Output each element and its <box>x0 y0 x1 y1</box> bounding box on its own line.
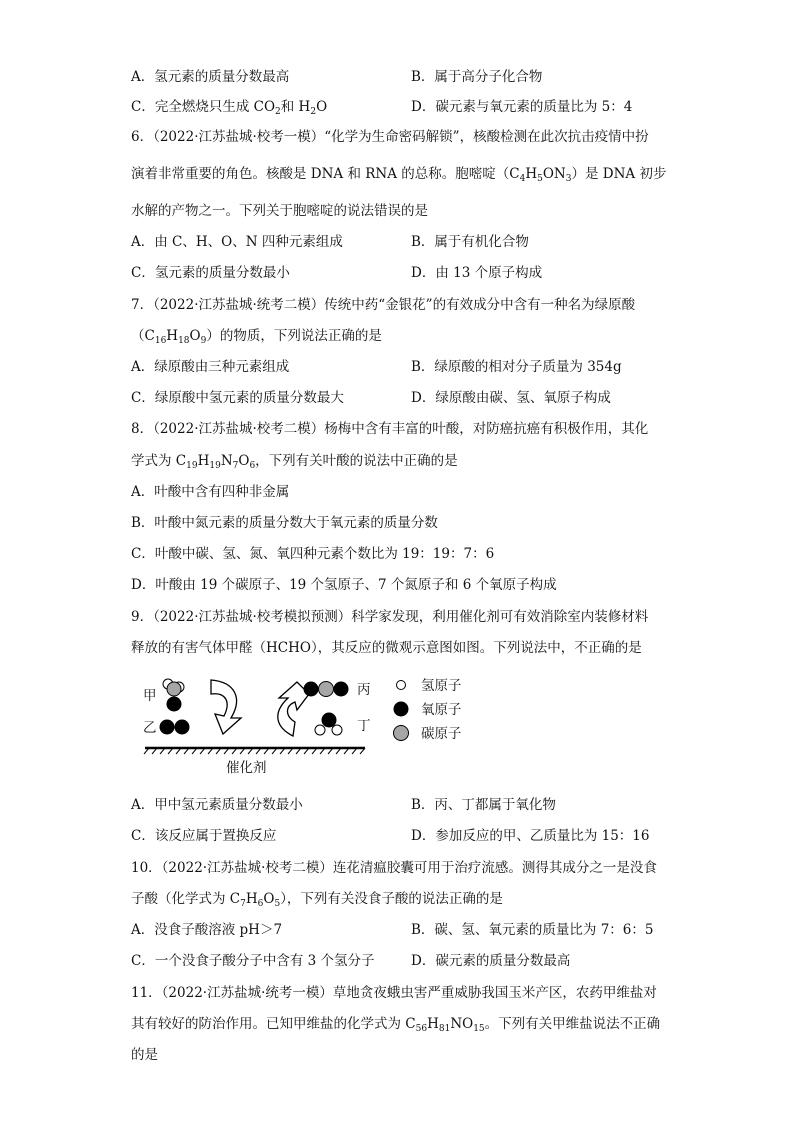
legend-hydrogen-icon <box>397 681 406 690</box>
legend-hydrogen-label: 氢原子 <box>421 678 462 694</box>
q6-stem-line2: 演着非常重要的角色。核酸是 DNA 和 RNA 的总称。胞嘧啶$(C_4H_5ON_3)$是 DNA 初步 <box>131 166 667 184</box>
label-ding: 丁 <box>357 718 371 734</box>
hydrogen-atom <box>332 725 342 735</box>
q8-option-d: D．叶酸由 19 个碳原子、19 个氢原子、7 个氮原子和 6 个氧原子构成 <box>131 577 557 593</box>
q8-stem-line2: 学式为 $C_{19}H_{19}N_7O_6$，下列有关叶酸的说法中正确的是 <box>131 453 458 471</box>
q7-option-a: A．绿原酸由三种元素组成 <box>131 359 290 375</box>
q6-option-a: A．由 C、H、O、N 四种元素组成 <box>131 234 343 250</box>
carbon-atom <box>319 682 334 697</box>
q8-option-c: C．叶酸中碳、氢、氮、氧四种元素个数比为 19：19：7：6 <box>131 546 495 562</box>
hydrogen-atom <box>315 725 325 735</box>
q10-option-d: D．碳元素的质量分数最高 <box>411 953 571 969</box>
q9-option-c: C．该反应属于置换反应 <box>131 828 277 844</box>
q9-option-b: B．丙、丁都属于氧化物 <box>411 797 556 813</box>
q6-option-c: C．氢元素的质量分数最小 <box>131 265 290 281</box>
q9-option-d: D．参加反应的甲、乙质量比为 15：16 <box>411 828 650 844</box>
q7-option-d: D．绿原酸由碳、氢、氧原子构成 <box>411 390 611 406</box>
q10-option-a: A．没食子酸溶液 pH＞7 <box>131 922 283 938</box>
q7-stem-line1: 7．（2022·江苏盐城·统考二模）传统中药“金银花”的有效成分中含有一种名为绿原酸 <box>131 297 636 313</box>
oxygen-atom <box>304 682 319 697</box>
q6-option-b: B．属于有机化合物 <box>411 234 529 250</box>
q11-stem-line3: 的是 <box>131 1047 158 1063</box>
oxygen-atom <box>334 682 349 697</box>
q9-stem-line2: 释放的有害气体甲醛（HCHO），其反应的微观示意图如图。下列说法中，不正确的是 <box>131 640 642 656</box>
q7-option-c: C．绿原酸中氢元素的质量分数最大 <box>131 390 344 406</box>
legend-carbon-label: 碳原子 <box>421 726 462 742</box>
q10-option-c: C．一个没食子酸分子中含有 3 个氢分子 <box>131 953 375 969</box>
q7-stem-line2: $(C_{16}H_{18}O_9)$的物质，下列说法正确的是 <box>131 328 382 346</box>
q10-option-b: B．碳、氢、氧元素的质量比为 7：6：5 <box>411 922 654 938</box>
legend-oxygen-label: 氧原子 <box>421 702 462 718</box>
q5-option-d: D．碳元素与氧元素的质量比为 5：4 <box>411 99 633 115</box>
oxygen-atom <box>160 720 175 735</box>
q8-stem-line1: 8．（2022·江苏盐城·校考二模）杨梅中含有丰富的叶酸，对防癌抗癌有积极作用，其化 <box>131 421 649 437</box>
q8-option-b: B．叶酸中氮元素的质量分数大于氧元素的质量分数 <box>131 515 438 531</box>
legend-oxygen-icon <box>394 702 409 717</box>
q6-stem-line3: 水解的产物之一。下列关于胞嘧啶的说法错误的是 <box>131 203 428 219</box>
q11-stem-line2: 其有较好的防治作用。已知甲维盐的化学式为 $C_{56}H_{81}NO_{15}$。下列有关甲维盐说法不正确 <box>131 1016 661 1034</box>
label-bing: 丙 <box>357 682 371 698</box>
label-jia: 甲 <box>143 688 157 704</box>
q7-option-b: B．绿原酸的相对分子质量为 354g <box>411 359 622 375</box>
carbon-atom <box>167 682 181 696</box>
label-yi: 乙 <box>143 720 157 736</box>
q11-stem-line1: 11．（2022·江苏盐城·统考一模）草地贪夜蛾虫害严重威胁我国玉米产区，农药甲维盐对 <box>131 985 657 1001</box>
catalyst-surface <box>144 748 365 754</box>
q8-option-a: A．叶酸中含有四种非金属 <box>131 484 290 500</box>
oxygen-atom <box>175 720 190 735</box>
q10-stem-line1: 10．（2022·江苏盐城·校考二模）连花清瘟胶囊可用于治疗流感。测得其成分之一是没食 <box>131 860 657 876</box>
oxygen-atom <box>167 697 182 712</box>
q6-stem-line1: 6．（2022·江苏盐城·校考一模）“化学为生命密码解锁”，核酸检测在此次抗击疫情中扮 <box>131 129 649 145</box>
q9-stem-line1: 9．（2022·江苏盐城·校考模拟预测）科学家发现，利用催化剂可有效消除室内装修材料 <box>131 609 649 625</box>
q10-stem-line2: 子酸（化学式为 $C_7H_6O_5$），下列有关没食子酸的说法正确的是 <box>131 891 503 909</box>
curved-arrow-icon <box>211 680 241 734</box>
reaction-micro-diagram <box>131 672 491 782</box>
q6-option-d: D．由 13 个原子构成 <box>411 265 543 281</box>
q5-option-a: A．氢元素的质量分数最高 <box>131 69 290 85</box>
q5-option-b: B．属于高分子化合物 <box>411 69 543 85</box>
legend-carbon-icon <box>394 726 409 741</box>
q5-option-c: C．完全燃烧只生成 $CO_2$和 $H_2O$ <box>131 99 328 117</box>
q9-option-a: A．甲中氢元素质量分数最小 <box>131 797 303 813</box>
label-catalyst: 催化剂 <box>226 760 267 776</box>
